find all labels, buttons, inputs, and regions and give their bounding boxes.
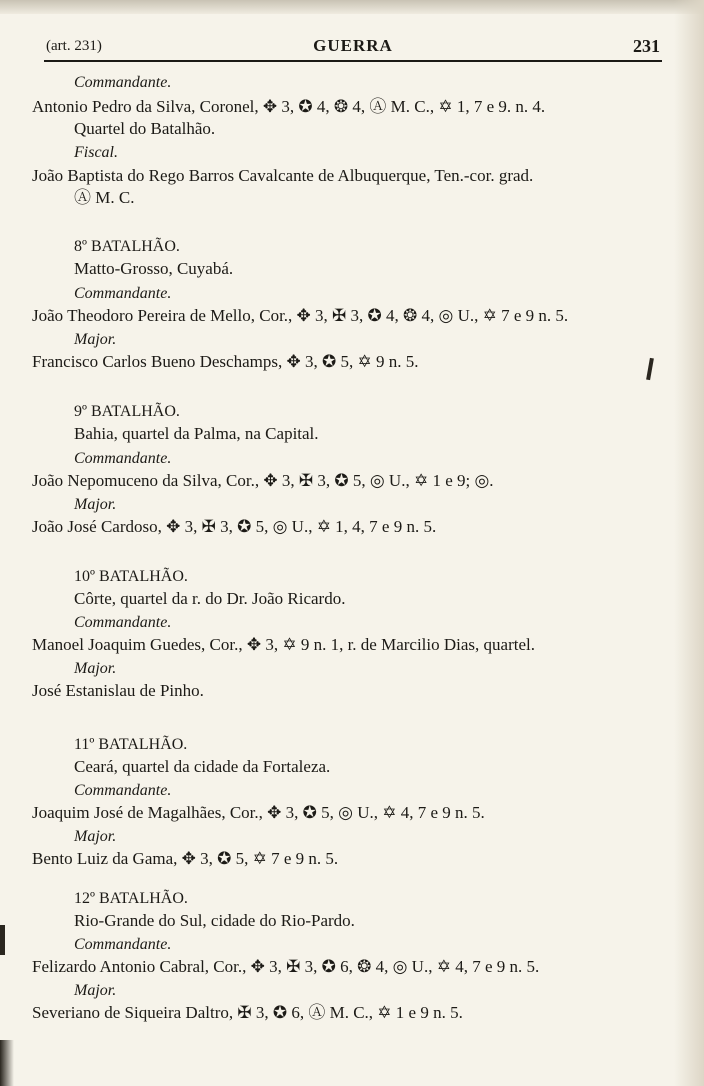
entry-line: João Nepomuceno da Silva, Cor., ✥ 3, ✠ 3, ✪ 5, ◎ U., ✡ 1 e 9; ◎. bbox=[32, 471, 494, 490]
page-number: 231 bbox=[633, 36, 660, 56]
header-title: GUERRA bbox=[313, 36, 393, 55]
role-label: Commandante. bbox=[74, 614, 172, 631]
battalion-heading: 9º BATALHÃO. bbox=[74, 403, 180, 420]
battalion-heading: 12º BATALHÃO. bbox=[74, 890, 188, 907]
battalion-heading: 10º BATALHÃO. bbox=[74, 568, 188, 585]
page-top-edge bbox=[0, 0, 704, 14]
entry-line: Antonio Pedro da Silva, Coronel, ✥ 3, ✪ 4, ❂ 4, Ⓐ M. C., ✡ 1, 7 e 9. n. 4. bbox=[32, 97, 546, 116]
entry-line: Bento Luiz da Gama, ✥ 3, ✪ 5, ✡ 7 e 9 n. 5. bbox=[32, 849, 339, 868]
header-article-ref: (art. 231) bbox=[46, 38, 102, 54]
entry-line: João José Cardoso, ✥ 3, ✠ 3, ✪ 5, ◎ U., ✡ 1, 4, 7 e 9 n. 5. bbox=[32, 517, 437, 536]
ink-mark bbox=[646, 358, 654, 380]
role-label: Major. bbox=[74, 660, 117, 677]
role-label: Major. bbox=[74, 331, 117, 348]
role-label: Major. bbox=[74, 982, 117, 999]
entry-line: Felizardo Antonio Cabral, Cor., ✥ 3, ✠ 3, ✪ 6, ❂ 4, ◎ U., ✡ 4, 7 e 9 n. 5. bbox=[32, 957, 540, 976]
role-label: Commandante. bbox=[74, 74, 172, 91]
entry-line: Quartel do Batalhão. bbox=[74, 119, 216, 138]
battalion-location: Matto-Grosso, Cuyabá. bbox=[74, 259, 234, 278]
page-right-edge bbox=[674, 0, 704, 1086]
entry-line: Joaquim José de Magalhães, Cor., ✥ 3, ✪ 5, ◎ U., ✡ 4, 7 e 9 n. 5. bbox=[32, 803, 485, 822]
role-label: Fiscal. bbox=[74, 144, 118, 161]
role-label: Commandante. bbox=[74, 936, 172, 953]
battalion-location: Bahia, quartel da Palma, na Capital. bbox=[74, 424, 319, 443]
battalion-heading: 11º BATALHÃO. bbox=[74, 736, 188, 753]
entry-line: Ⓐ M. C. bbox=[74, 188, 135, 207]
running-header bbox=[46, 36, 660, 60]
role-label: Commandante. bbox=[74, 285, 172, 302]
battalion-location: Rio-Grande do Sul, cidade do Rio-Pardo. bbox=[74, 911, 355, 930]
header-rule bbox=[44, 60, 662, 62]
battalion-heading: 8º BATALHÃO. bbox=[74, 238, 180, 255]
role-label: Commandante. bbox=[74, 782, 172, 799]
entry-line: Francisco Carlos Bueno Deschamps, ✥ 3, ✪ 5, ✡ 9 n. 5. bbox=[32, 352, 419, 371]
role-label: Major. bbox=[74, 828, 117, 845]
role-label: Major. bbox=[74, 496, 117, 513]
entry-line: João Baptista do Rego Barros Cavalcante de Albuquerque, Ten.-cor. grad. bbox=[32, 166, 534, 185]
entry-line: Severiano de Siqueira Daltro, ✠ 3, ✪ 6, Ⓐ M. C., ✡ 1 e 9 n. 5. bbox=[32, 1003, 463, 1022]
role-label: Commandante. bbox=[74, 450, 172, 467]
ink-mark bbox=[0, 925, 5, 955]
battalion-location: Côrte, quartel da r. do Dr. João Ricardo. bbox=[74, 589, 346, 608]
entry-line: José Estanislau de Pinho. bbox=[32, 681, 204, 700]
binding-shadow bbox=[0, 1040, 14, 1086]
battalion-location: Ceará, quartel da cidade da Fortaleza. bbox=[74, 757, 331, 776]
entry-line: João Theodoro Pereira de Mello, Cor., ✥ 3, ✠ 3, ✪ 4, ❂ 4, ◎ U., ✡ 7 e 9 n. 5. bbox=[32, 306, 569, 325]
entry-line: Manoel Joaquim Guedes, Cor., ✥ 3, ✡ 9 n. 1, r. de Marcilio Dias, quartel. bbox=[32, 635, 535, 654]
